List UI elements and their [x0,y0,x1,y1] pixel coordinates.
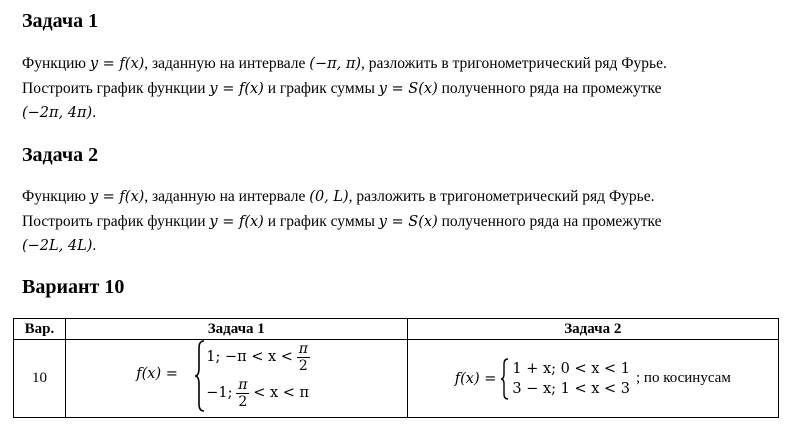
task2-heading: Задача 2 [22,144,99,166]
case-1: 1 + x; 0 < x < 1 [512,360,631,377]
left-brace-icon [194,340,206,412]
text-fragment: , заданную на интервале [144,55,310,72]
math-eq: y = f(x) [209,213,264,230]
text-fragment: Функцию [22,55,90,72]
text-fragment: полученного ряда на промежутке [437,79,662,97]
formula-lhs: f(x) = [454,370,497,387]
fraction-denominator: 2 [298,358,308,374]
header-task2: Задача 2 [407,319,778,340]
piecewise-formula-2 [455,358,731,400]
text-fragment: полученного ряда на промежутке [437,212,662,230]
text-fragment: . [92,104,97,121]
task2-text [22,185,782,259]
math-interval: (−π, π) [309,56,362,72]
math-interval: (−2π, 4π) [22,105,93,121]
header-task1: Задача 1 [65,319,407,340]
text-fragment: и график суммы [263,212,379,230]
case-2-text: −1; [206,384,233,401]
task1-text [22,52,782,126]
cases [512,359,630,399]
text-fragment: Построить график функции [22,79,210,97]
variant-heading: Вариант 10 [22,276,125,298]
case-2: 3 − x; 1 < x < 3 [512,380,631,397]
text-fragment: , заданную на интервале [144,188,310,205]
text-fragment: . [92,237,97,254]
formula-lhs: f(x) = [136,366,178,382]
math-eq: y = S(x) [378,213,438,230]
left-brace-icon [500,358,510,400]
fraction-denominator: 2 [238,394,248,410]
math-eq: y = f(x) [89,56,145,72]
text-fragment: , разложить в тригонометрический ряд Фурье. [348,188,655,205]
cosine-note: ; по косинусам [636,370,731,386]
variant-number-cell: 10 [14,340,66,418]
table-row [14,340,779,418]
math-eq: y = f(x) [89,189,145,205]
math-interval: (0, L) [309,189,349,205]
piecewise-formula-1 [136,340,336,412]
task1-heading: Задача 1 [22,10,99,32]
case-2 [206,378,309,409]
math-eq: y = f(x) [209,80,264,97]
text-fragment: Функцию [22,188,90,205]
fraction [297,342,310,373]
table-header-row [14,319,779,340]
variant-table [13,318,779,418]
task2-formula-cell [407,340,778,418]
math-interval: (−2L, 4L) [22,238,93,254]
case-1-text: 1; −π < x < [206,348,293,365]
case-1 [206,342,310,373]
task1-formula-cell [65,340,407,418]
fraction-numerator: π [298,341,308,357]
text-fragment: Построить график функции [22,212,210,230]
fraction [236,378,249,409]
fraction-numerator: π [238,377,248,393]
header-variant: Вар. [14,319,66,340]
math-eq: y = S(x) [378,80,438,97]
case-2-text: < x < π [253,384,310,401]
text-fragment: , разложить в тригонометрический ряд Фурье. [361,55,667,72]
text-fragment: и график суммы [263,79,379,97]
